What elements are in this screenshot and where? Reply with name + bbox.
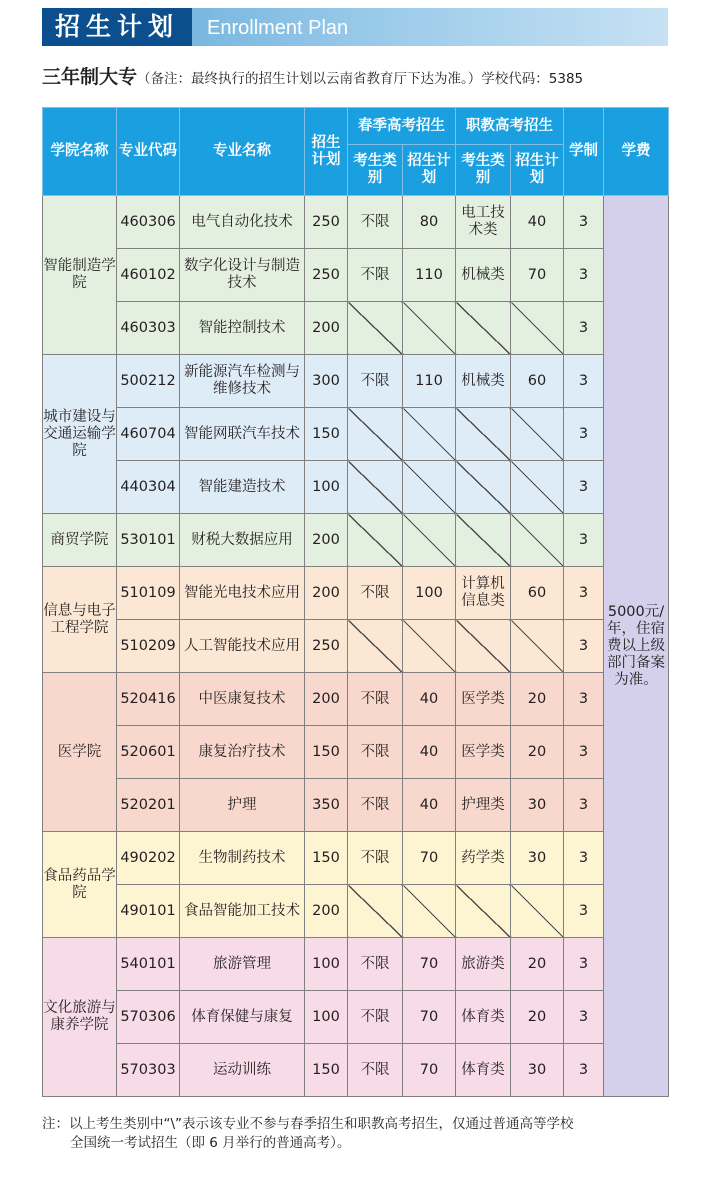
vocational-quota: 20 xyxy=(511,991,564,1044)
header-fee: 学费 xyxy=(604,108,669,196)
tuition-fee: 5000元/年，住宿费以上级部门备案为准。 xyxy=(604,196,669,1097)
footnote-line-2: 全国统一考试招生（即 6 月举行的普通高考）。 xyxy=(70,1135,351,1151)
major-code: 570303 xyxy=(117,1044,180,1097)
vocational-quota: 40 xyxy=(511,196,564,249)
study-years: 3 xyxy=(564,567,604,620)
major-code: 530101 xyxy=(117,514,180,567)
major-code: 460704 xyxy=(117,408,180,461)
major-code: 520416 xyxy=(117,673,180,726)
spring-quota: 70 xyxy=(403,1044,456,1097)
plan-count: 150 xyxy=(305,1044,348,1097)
major-code: 490202 xyxy=(117,832,180,885)
plan-count: 100 xyxy=(305,991,348,1044)
plan-count: 200 xyxy=(305,673,348,726)
spring-quota: 70 xyxy=(403,938,456,991)
major-name: 新能源汽车检测与维修技术 xyxy=(180,355,305,408)
major-name: 智能网联汽车技术 xyxy=(180,408,305,461)
header-plan: 招生计划 xyxy=(305,108,348,196)
slash-cell xyxy=(403,620,456,673)
study-years: 3 xyxy=(564,196,604,249)
slash-cell xyxy=(456,408,511,461)
major-code: 460303 xyxy=(117,302,180,355)
plan-count: 200 xyxy=(305,885,348,938)
vocational-category: 体育类 xyxy=(456,991,511,1044)
college-name: 商贸学院 xyxy=(43,514,117,567)
major-code: 460102 xyxy=(117,249,180,302)
college-name: 医学院 xyxy=(43,673,117,832)
study-years: 3 xyxy=(564,779,604,832)
vocational-quota: 30 xyxy=(511,779,564,832)
major-name: 人工智能技术应用 xyxy=(180,620,305,673)
major-name: 运动训练 xyxy=(180,1044,305,1097)
slash-cell xyxy=(348,302,403,355)
table-row xyxy=(43,514,669,567)
major-name: 智能光电技术应用 xyxy=(180,567,305,620)
college-name: 信息与电子工程学院 xyxy=(43,567,117,673)
plan-count: 150 xyxy=(305,408,348,461)
slash-cell xyxy=(403,514,456,567)
enrollment-table xyxy=(42,107,669,1097)
spring-quota: 80 xyxy=(403,196,456,249)
slash-cell xyxy=(456,620,511,673)
slash-cell xyxy=(348,885,403,938)
header-spring-quota: 招生计划 xyxy=(403,145,456,196)
program-subtitle xyxy=(42,62,583,89)
spring-quota: 40 xyxy=(403,779,456,832)
vocational-quota: 20 xyxy=(511,673,564,726)
vocational-category: 医学类 xyxy=(456,726,511,779)
header-years: 学制 xyxy=(564,108,604,196)
spring-category: 不限 xyxy=(348,249,403,302)
table-row xyxy=(43,938,669,991)
program-type: 三年制大专 xyxy=(42,66,138,88)
slash-cell xyxy=(403,461,456,514)
major-name: 食品智能加工技术 xyxy=(180,885,305,938)
footnote-line-1: 注：以上考生类别中“\”表示该专业不参与春季招生和职教高考招生，仅通过普通高等学校 xyxy=(42,1116,574,1132)
table-row xyxy=(43,673,669,726)
slash-cell xyxy=(456,461,511,514)
spring-quota: 110 xyxy=(403,249,456,302)
header-spring-category: 考生类别 xyxy=(348,145,403,196)
study-years: 3 xyxy=(564,673,604,726)
vocational-quota: 30 xyxy=(511,832,564,885)
table-row xyxy=(43,355,669,408)
plan-count: 200 xyxy=(305,567,348,620)
major-name: 电气自动化技术 xyxy=(180,196,305,249)
spring-quota: 70 xyxy=(403,991,456,1044)
college-name: 食品药品学院 xyxy=(43,832,117,938)
spring-quota: 40 xyxy=(403,726,456,779)
major-name: 旅游管理 xyxy=(180,938,305,991)
header-college: 学院名称 xyxy=(43,108,117,196)
table-row xyxy=(43,196,669,249)
plan-count: 150 xyxy=(305,832,348,885)
spring-category: 不限 xyxy=(348,832,403,885)
major-code: 540101 xyxy=(117,938,180,991)
major-code: 490101 xyxy=(117,885,180,938)
study-years: 3 xyxy=(564,832,604,885)
spring-category: 不限 xyxy=(348,673,403,726)
vocational-category: 机械类 xyxy=(456,355,511,408)
slash-cell xyxy=(348,461,403,514)
vocational-category: 计算机信息类 xyxy=(456,567,511,620)
slash-cell xyxy=(511,302,564,355)
table-row xyxy=(43,567,669,620)
vocational-category: 护理类 xyxy=(456,779,511,832)
vocational-quota: 60 xyxy=(511,355,564,408)
table-row xyxy=(43,885,669,938)
section-banner xyxy=(42,8,668,46)
spring-category: 不限 xyxy=(348,355,403,408)
banner-title-en: Enrollment Plan xyxy=(207,17,349,39)
study-years: 3 xyxy=(564,1044,604,1097)
plan-count: 100 xyxy=(305,938,348,991)
vocational-quota: 20 xyxy=(511,726,564,779)
slash-cell xyxy=(511,461,564,514)
table-row xyxy=(43,461,669,514)
major-name: 智能建造技术 xyxy=(180,461,305,514)
table-row xyxy=(43,726,669,779)
major-name: 生物制药技术 xyxy=(180,832,305,885)
plan-count: 200 xyxy=(305,514,348,567)
slash-cell xyxy=(511,885,564,938)
spring-category: 不限 xyxy=(348,567,403,620)
major-code: 520201 xyxy=(117,779,180,832)
table-row xyxy=(43,302,669,355)
table-row xyxy=(43,249,669,302)
header-spring: 春季高考招生 xyxy=(348,108,456,145)
spring-quota: 40 xyxy=(403,673,456,726)
header-major: 专业名称 xyxy=(180,108,305,196)
slash-cell xyxy=(456,302,511,355)
college-name: 智能制造学院 xyxy=(43,196,117,355)
study-years: 3 xyxy=(564,885,604,938)
major-name: 护理 xyxy=(180,779,305,832)
spring-quota: 100 xyxy=(403,567,456,620)
study-years: 3 xyxy=(564,461,604,514)
study-years: 3 xyxy=(564,991,604,1044)
major-code: 500212 xyxy=(117,355,180,408)
table-row xyxy=(43,832,669,885)
table-row xyxy=(43,620,669,673)
slash-cell xyxy=(403,408,456,461)
vocational-quota: 60 xyxy=(511,567,564,620)
major-name: 康复治疗技术 xyxy=(180,726,305,779)
table-row xyxy=(43,779,669,832)
vocational-quota: 30 xyxy=(511,1044,564,1097)
spring-category: 不限 xyxy=(348,196,403,249)
plan-count: 100 xyxy=(305,461,348,514)
slash-cell xyxy=(403,302,456,355)
table-row xyxy=(43,1044,669,1097)
study-years: 3 xyxy=(564,514,604,567)
study-years: 3 xyxy=(564,355,604,408)
slash-cell xyxy=(456,514,511,567)
study-years: 3 xyxy=(564,249,604,302)
vocational-category: 体育类 xyxy=(456,1044,511,1097)
spring-category: 不限 xyxy=(348,991,403,1044)
spring-quota: 70 xyxy=(403,832,456,885)
vocational-category: 药学类 xyxy=(456,832,511,885)
banner-title-zh: 招生计划 xyxy=(42,8,192,46)
header-vocational-quota: 招生计划 xyxy=(511,145,564,196)
study-years: 3 xyxy=(564,302,604,355)
header-vocational-category: 考生类别 xyxy=(456,145,511,196)
header-code: 专业代码 xyxy=(117,108,180,196)
plan-count: 250 xyxy=(305,620,348,673)
slash-cell xyxy=(511,620,564,673)
major-name: 智能控制技术 xyxy=(180,302,305,355)
major-code: 520601 xyxy=(117,726,180,779)
vocational-category: 电工技术类 xyxy=(456,196,511,249)
major-code: 570306 xyxy=(117,991,180,1044)
footnote xyxy=(42,1115,682,1153)
slash-cell xyxy=(456,885,511,938)
plan-count: 250 xyxy=(305,196,348,249)
spring-category: 不限 xyxy=(348,938,403,991)
major-code: 460306 xyxy=(117,196,180,249)
slash-cell xyxy=(348,408,403,461)
slash-cell xyxy=(511,514,564,567)
vocational-category: 旅游类 xyxy=(456,938,511,991)
table-row xyxy=(43,991,669,1044)
major-code: 510109 xyxy=(117,567,180,620)
plan-count: 200 xyxy=(305,302,348,355)
program-note: （备注：最终执行的招生计划以云南省教育厅下达为准。）学校代码：5385 xyxy=(137,71,584,87)
slash-cell xyxy=(348,514,403,567)
slash-cell xyxy=(403,885,456,938)
slash-cell xyxy=(348,620,403,673)
study-years: 3 xyxy=(564,408,604,461)
vocational-quota: 20 xyxy=(511,938,564,991)
major-code: 440304 xyxy=(117,461,180,514)
major-name: 体育保健与康复 xyxy=(180,991,305,1044)
major-name: 财税大数据应用 xyxy=(180,514,305,567)
vocational-quota: 70 xyxy=(511,249,564,302)
college-name: 城市建设与交通运输学院 xyxy=(43,355,117,514)
study-years: 3 xyxy=(564,726,604,779)
spring-category: 不限 xyxy=(348,1044,403,1097)
study-years: 3 xyxy=(564,938,604,991)
major-name: 中医康复技术 xyxy=(180,673,305,726)
spring-category: 不限 xyxy=(348,726,403,779)
header-vocational: 职教高考招生 xyxy=(456,108,564,145)
study-years: 3 xyxy=(564,620,604,673)
plan-count: 350 xyxy=(305,779,348,832)
spring-quota: 110 xyxy=(403,355,456,408)
major-code: 510209 xyxy=(117,620,180,673)
vocational-category: 机械类 xyxy=(456,249,511,302)
major-name: 数字化设计与制造技术 xyxy=(180,249,305,302)
slash-cell xyxy=(511,408,564,461)
plan-count: 300 xyxy=(305,355,348,408)
plan-count: 150 xyxy=(305,726,348,779)
table-row xyxy=(43,408,669,461)
plan-count: 250 xyxy=(305,249,348,302)
spring-category: 不限 xyxy=(348,779,403,832)
college-name: 文化旅游与康养学院 xyxy=(43,938,117,1097)
vocational-category: 医学类 xyxy=(456,673,511,726)
